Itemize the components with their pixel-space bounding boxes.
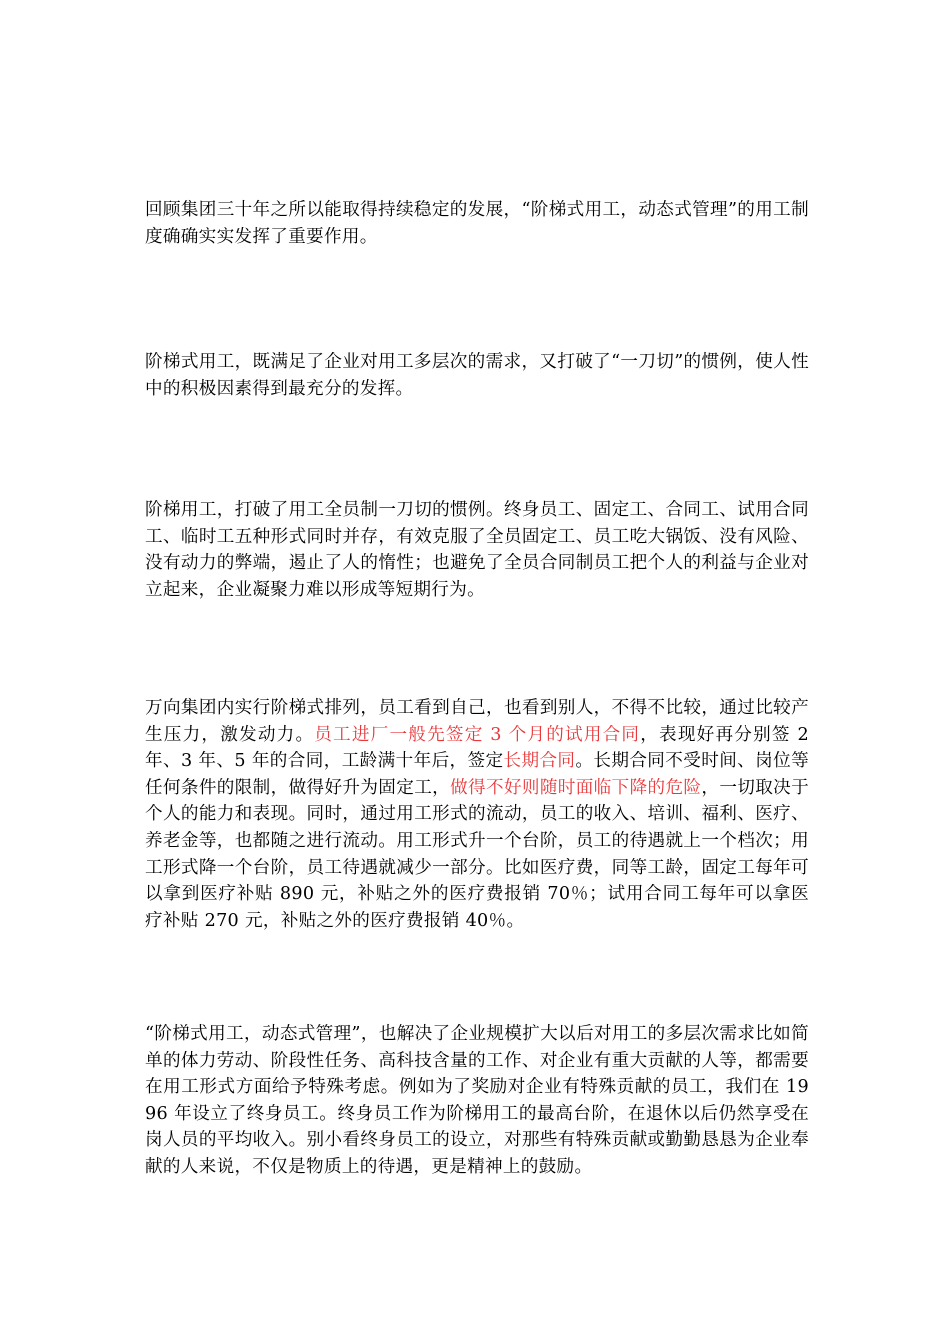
paragraph-4-text: ，一切取决于个人的能力和表现。同时，通过用工形式的流动，员工的收入、培训、福利、医疗、养老金等，也都随之进行流动。用工形式升一个台阶，员工的待遇就上一个档次；用工形式降一个台阶，员工待遇就减少一部分。比如医疗费，同等工龄，固定工每年可以拿到医疗补贴 890 元，补贴之外的医疗费报销 70％；试用合同工每年可以拿医疗补贴 270 元，补贴之外的医疗费报销 40％。 <box>145 777 810 931</box>
paragraph-1: 回顾集团三十年之所以能取得持续稳定的发展，“阶梯式用工，动态式管理”的用工制度确确实实发挥了重要作用。 <box>145 200 809 247</box>
paragraph-5: “阶梯式用工，动态式管理”，也解决了企业规模扩大以后对用工的多层次需求比如简单的体力劳动、阶段性任务、高科技含量的工作、对企业有重大贡献的人等，都需要在用工形式方面给予特殊考虑。例如为了奖励对企业有特殊贡献的员工，我们在 1996 年设立了终身员工。终身员工作为阶梯用工的最高台阶，在退休以后仍然享受在岗人员的平均收入。别小看终身员工的设立，对那些有特殊贡献或勤勤恳恳为企业奉献的人来说，不仅是物质上的待遇，更是精神上的鼓励。 <box>145 1024 809 1177</box>
paragraph-4 <box>145 695 809 934</box>
paragraph-4-text: ，表现好再分别签 2 年、3 年、5 年的合同，工龄满十年后，签定 <box>145 724 809 772</box>
highlight-trial-contract: 员工进厂一般先签定 3 个月的试用合同 <box>314 724 641 745</box>
paragraph-4-text: 万向集团内实行阶梯式排列，员工看到自己，也看到别人，不得不比较，通过比较产生压力，激发动力。 <box>145 698 809 745</box>
highlight-demotion-risk: 做得不好则随时面临下降的危险 <box>450 777 702 798</box>
highlight-long-term-contract: 长期合同 <box>503 751 576 772</box>
paragraph-3: 阶梯用工，打破了用工全员制一刀切的惯例。终身员工、固定工、合同工、试用合同工、临时工五种形式同时并存，有效克服了全员固定工、员工吃大锅饭、没有风险、没有动力的弊端，遏止了人的惰性；也避免了全员合同制员工把个人的利益与企业对立起来，企业凝聚力难以形成等短期行为。 <box>145 500 809 600</box>
paragraph-2: 阶梯式用工，既满足了企业对用工多层次的需求，又打破了“一刀切”的惯例，使人性中的积极因素得到最充分的发挥。 <box>145 352 809 399</box>
paragraph-4-text: 。长期合同不受时间、岗位等任何条件的限制，做得好升为固定工， <box>145 751 810 798</box>
